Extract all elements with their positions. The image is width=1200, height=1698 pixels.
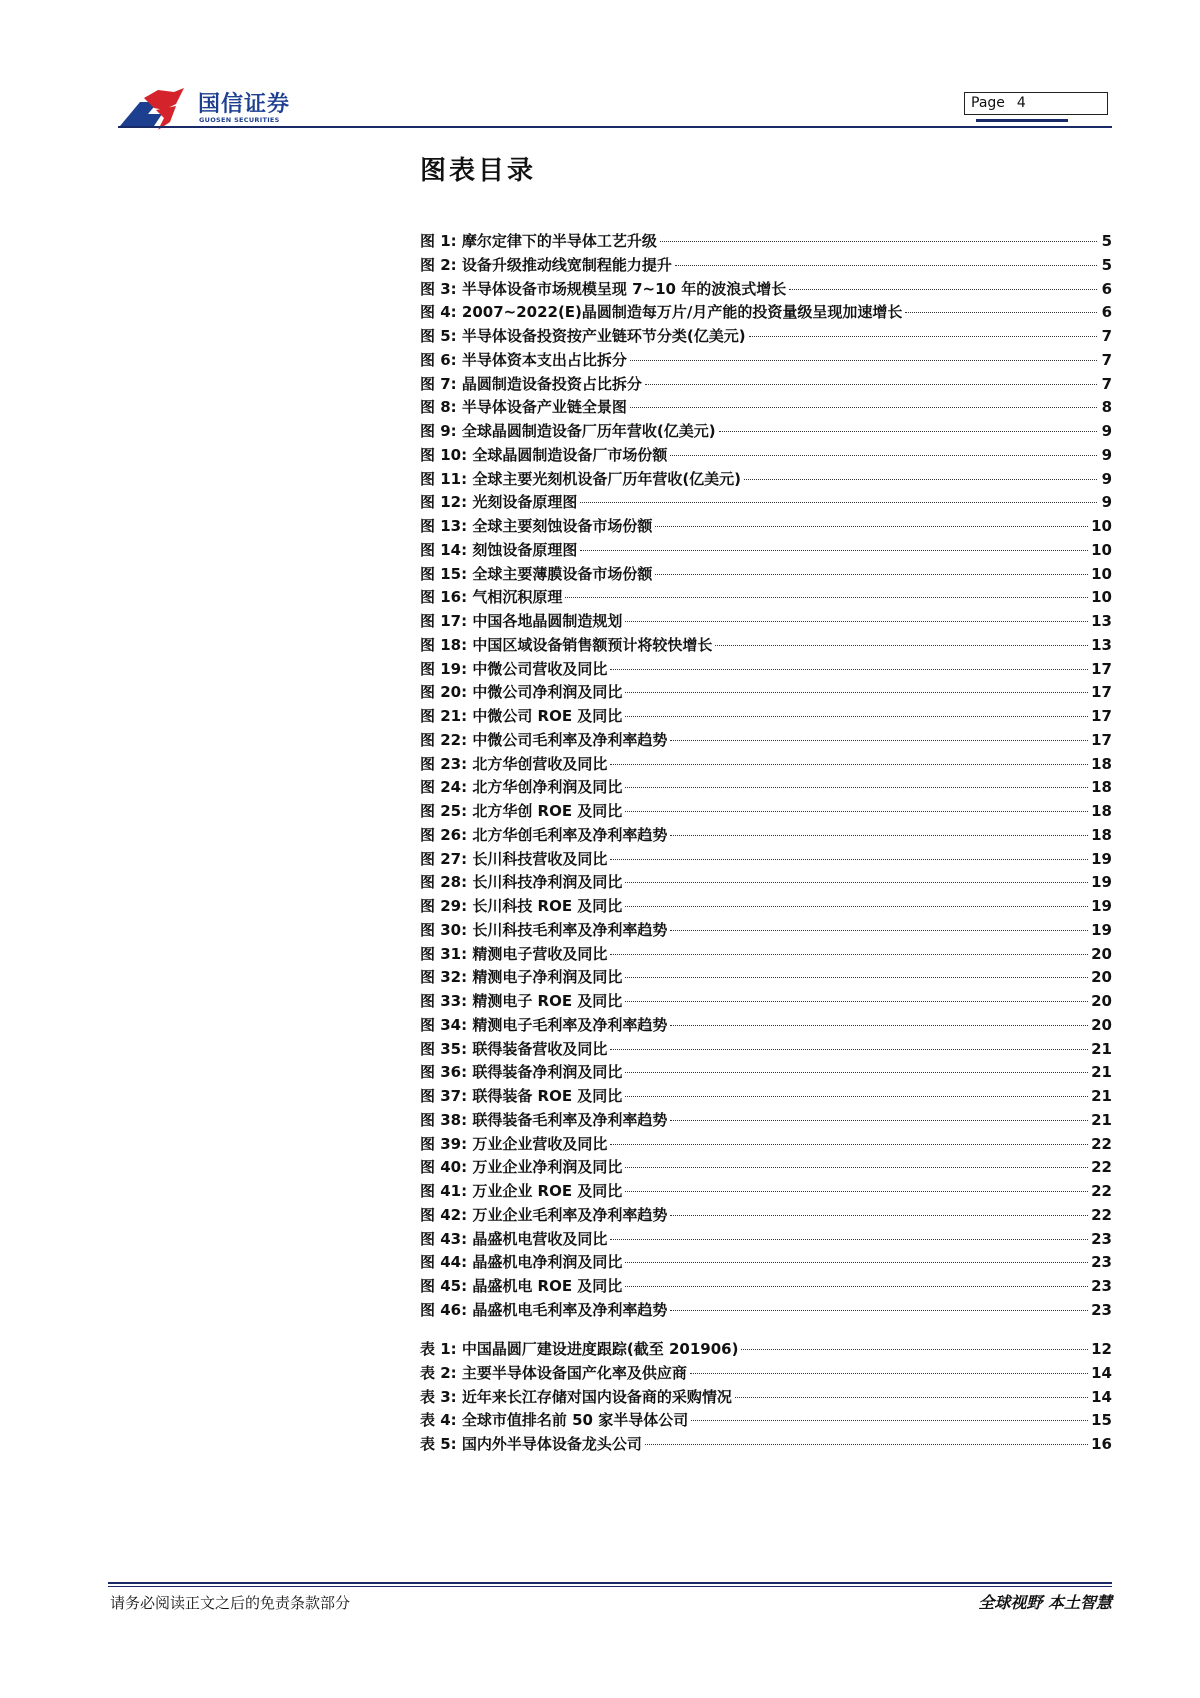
toc-figure-entry[interactable]: [420, 895, 1112, 919]
toc-entry-page: 13: [1091, 635, 1112, 654]
toc-dot-leader: [660, 241, 1097, 242]
toc-figure-entry[interactable]: [420, 919, 1112, 943]
toc-entry-page: 14: [1091, 1363, 1112, 1382]
toc-entry-label: 图 1: 摩尔定律下的半导体工艺升级: [420, 232, 657, 250]
toc-figure-entry[interactable]: [420, 848, 1112, 872]
toc-dot-leader: [625, 716, 1088, 717]
toc-dot-leader: [645, 384, 1097, 385]
toc-dot-leader: [610, 1239, 1088, 1240]
toc-entry-page: 10: [1091, 517, 1112, 535]
toc-figure-entry[interactable]: [420, 610, 1112, 634]
toc-figure-entry[interactable]: [420, 444, 1112, 468]
toc-entry-page: 13: [1091, 612, 1112, 630]
toc-dot-leader: [625, 1191, 1088, 1192]
toc-entry-page: 22: [1091, 1205, 1112, 1224]
toc-figure-entry[interactable]: [420, 325, 1112, 349]
toc-entry-label: 图 31: 精测电子营收及同比: [420, 944, 608, 963]
toc-entry-label: 图 38: 联得装备毛利率及净利率趋势: [420, 1110, 668, 1129]
toc-dot-leader: [610, 764, 1088, 765]
toc-entry-page: 23: [1091, 1253, 1112, 1272]
toc-entry-label: 表 3: 近年来长江存储对国内设备商的采购情况: [420, 1387, 732, 1406]
toc-entry-label: 图 17: 中国各地晶圆制造规划: [420, 612, 623, 630]
toc-dot-leader: [645, 1444, 1088, 1445]
page-indicator: [964, 92, 1108, 115]
toc-entry-page: 7: [1101, 374, 1112, 393]
toc-entry-label: 图 2: 设备升级推动线宽制程能力提升: [420, 255, 672, 274]
toc-entry-page: 21: [1091, 1110, 1112, 1129]
toc-dot-leader: [625, 977, 1088, 978]
toc-entry-label: 图 19: 中微公司营收及同比: [420, 659, 608, 678]
toc-entry-page: 21: [1091, 1039, 1112, 1058]
toc-figure-entry[interactable]: [420, 1109, 1112, 1133]
toc-figure-entry[interactable]: [420, 539, 1112, 563]
toc-entry-label: 图 10: 全球晶圆制造设备厂市场份额: [420, 445, 668, 464]
toc-dot-leader: [610, 1049, 1088, 1050]
toc-entry-page: 18: [1091, 778, 1112, 797]
toc-table-entry[interactable]: [420, 1362, 1112, 1386]
footer-disclaimer: 请务必阅读正文之后的免责条款部分: [110, 1594, 351, 1612]
toc-entry-label: 图 14: 刻蚀设备原理图: [420, 540, 578, 559]
toc-dot-leader: [670, 1025, 1088, 1026]
toc-entry-label: 图 28: 长川科技净利润及同比: [420, 873, 623, 892]
toc-entry-label: 图 34: 精测电子毛利率及净利率趋势: [420, 1015, 668, 1034]
toc-dot-leader: [610, 1144, 1088, 1145]
toc-entry-label: 图 42: 万业企业毛利率及净利率趋势: [420, 1205, 668, 1224]
toc-figure-entry[interactable]: [420, 1133, 1112, 1157]
toc-figure-entry[interactable]: [420, 420, 1112, 444]
toc-entry-page: 18: [1091, 825, 1112, 844]
toc-entry-page: 21: [1091, 1087, 1112, 1105]
toc-entry-label: 图 18: 中国区域设备销售额预计将较快增长: [420, 635, 713, 654]
toc-figure-entry[interactable]: [420, 824, 1112, 848]
toc-figure-entry[interactable]: [420, 729, 1112, 753]
toc-entry-page: 19: [1091, 873, 1112, 892]
toc-dot-leader: [675, 265, 1097, 266]
toc-figure-entry[interactable]: [420, 1085, 1112, 1109]
toc-entry-page: 17: [1091, 730, 1112, 749]
toc-entry-label: 图 40: 万业企业净利润及同比: [420, 1158, 623, 1177]
toc-figure-entry[interactable]: [420, 1061, 1112, 1085]
toc-figure-entry[interactable]: [420, 753, 1112, 777]
toc-entry-label: 图 46: 晶盛机电毛利率及净利率趋势: [420, 1300, 668, 1319]
toc-entry-label: 图 13: 全球主要刻蚀设备市场份额: [420, 517, 653, 535]
toc-entry-page: 20: [1091, 944, 1112, 963]
toc-entry-label: 图 37: 联得装备 ROE 及同比: [420, 1087, 623, 1105]
toc-entry-label: 图 45: 晶盛机电 ROE 及同比: [420, 1277, 623, 1295]
toc-dot-leader: [625, 1262, 1088, 1263]
toc-dot-leader: [610, 954, 1088, 955]
toc-figure-entry[interactable]: [420, 1180, 1112, 1204]
toc-dot-leader: [625, 1072, 1088, 1073]
toc-dot-leader: [670, 1310, 1088, 1311]
toc-entry-page: 14: [1091, 1387, 1112, 1406]
toc-entry-label: 图 7: 晶圆制造设备投资占比拆分: [420, 374, 642, 393]
toc-figure-entry[interactable]: [420, 254, 1112, 278]
toc-dot-leader: [655, 526, 1088, 527]
toc-entry-label: 图 41: 万业企业 ROE 及同比: [420, 1182, 623, 1200]
toc-entry-label: 图 20: 中微公司净利润及同比: [420, 683, 623, 702]
toc-entry-page: 7: [1101, 327, 1112, 345]
toc-dot-leader: [625, 1286, 1088, 1287]
toc-figure-entry[interactable]: [420, 705, 1112, 729]
toc-entry-label: 图 16: 气相沉积原理: [420, 588, 563, 607]
toc-figure-entry[interactable]: [420, 966, 1112, 990]
toc-entry-label: 表 2: 主要半导体设备国产化率及供应商: [420, 1363, 687, 1382]
toc-entry-label: 图 11: 全球主要光刻机设备厂历年营收(亿美元): [420, 469, 742, 488]
toc-dot-leader: [610, 859, 1088, 860]
toc-dot-leader: [670, 1120, 1088, 1121]
toc-dot-leader: [625, 1167, 1088, 1168]
toc-dot-leader: [625, 787, 1088, 788]
toc-entry-page: 18: [1091, 802, 1112, 820]
toc-dot-leader: [670, 740, 1088, 741]
toc-table-entry[interactable]: [420, 1433, 1112, 1457]
toc-entry-page: 22: [1091, 1158, 1112, 1177]
toc-dot-leader: [905, 312, 1097, 313]
toc-entry-page: 21: [1091, 1063, 1112, 1082]
toc-dot-leader: [744, 479, 1097, 480]
toc-entry-page: 19: [1091, 920, 1112, 939]
toc-entry-label: 图 8: 半导体设备产业链全景图: [420, 398, 627, 417]
toc-figure-entry[interactable]: [420, 871, 1112, 895]
toc-figure-entry[interactable]: [420, 776, 1112, 800]
toc-table-entry[interactable]: [420, 1386, 1112, 1410]
toc-figure-entry[interactable]: [420, 1228, 1112, 1252]
logo-chinese-name: 国信证券: [198, 92, 291, 117]
toc-figure-entry[interactable]: [420, 301, 1112, 325]
toc-entry-label: 图 35: 联得装备营收及同比: [420, 1039, 608, 1058]
toc-figure-entry[interactable]: [420, 278, 1112, 302]
toc-dot-leader: [630, 360, 1097, 361]
toc-figure-entry[interactable]: [420, 230, 1112, 254]
toc-dot-leader: [670, 455, 1097, 456]
toc-entry-label: 图 23: 北方华创营收及同比: [420, 754, 608, 773]
toc-figure-entry[interactable]: [420, 515, 1112, 539]
toc-dot-leader: [670, 835, 1088, 836]
toc-dot-leader: [625, 811, 1088, 812]
figure-list: [420, 230, 1112, 1323]
toc-entry-label: 图 3: 半导体设备市场规模呈现 7~10 年的波浪式增长: [420, 279, 787, 298]
toc-entry-page: 10: [1091, 564, 1112, 583]
toc-entry-label: 图 24: 北方华创净利润及同比: [420, 778, 623, 797]
toc-dot-leader: [749, 336, 1097, 337]
toc-entry-label: 表 1: 中国晶圆厂建设进度跟踪(截至 201906): [420, 1340, 739, 1358]
toc-figure-entry[interactable]: [420, 1275, 1112, 1299]
toc-entry-page: 17: [1091, 659, 1112, 678]
toc-figure-entry[interactable]: [420, 468, 1112, 492]
toc-figure-entry[interactable]: [420, 586, 1112, 610]
toc-figure-entry[interactable]: [420, 990, 1112, 1014]
toc-table-entry[interactable]: [420, 1338, 1112, 1362]
toc-entry-page: 20: [1091, 1015, 1112, 1034]
toc-entry-label: 图 21: 中微公司 ROE 及同比: [420, 707, 623, 725]
toc-entry-page: 7: [1101, 350, 1112, 369]
page-title: 图表目录: [420, 156, 537, 186]
toc-entry-page: 9: [1101, 422, 1112, 440]
toc-figure-entry[interactable]: [420, 1204, 1112, 1228]
toc-figure-entry[interactable]: [420, 396, 1112, 420]
toc-figure-entry[interactable]: [420, 1038, 1112, 1062]
toc-entry-page: 20: [1091, 968, 1112, 987]
toc-dot-leader: [670, 1215, 1088, 1216]
toc-entry-label: 图 43: 晶盛机电营收及同比: [420, 1229, 608, 1248]
toc-dot-leader: [735, 1397, 1088, 1398]
toc-dot-leader: [715, 645, 1088, 646]
toc-figure-entry[interactable]: [420, 800, 1112, 824]
toc-entry-page: 23: [1091, 1229, 1112, 1248]
toc-figure-entry[interactable]: [420, 349, 1112, 373]
header-divider: [118, 126, 1112, 128]
page-header: [118, 84, 1112, 130]
toc-entry-label: 图 15: 全球主要薄膜设备市场份额: [420, 564, 653, 583]
toc-entry-label: 图 5: 半导体设备投资按产业链环节分类(亿美元): [420, 327, 746, 345]
toc-dot-leader: [610, 669, 1088, 670]
footer-divider: [108, 1582, 1112, 1584]
toc-dot-leader: [625, 906, 1088, 907]
toc-dot-leader: [565, 597, 1088, 598]
toc-entry-label: 图 26: 北方华创毛利率及净利率趋势: [420, 825, 668, 844]
toc-entry-label: 图 25: 北方华创 ROE 及同比: [420, 802, 623, 820]
toc-entry-page: 6: [1101, 303, 1112, 322]
page-label: Page: [971, 95, 1005, 111]
toc-entry-page: 23: [1091, 1277, 1112, 1295]
toc-entry-label: 图 9: 全球晶圆制造设备厂历年营收(亿美元): [420, 422, 716, 440]
toc-entry-page: 23: [1091, 1300, 1112, 1319]
footer-slogan: 全球视野 本土智慧: [978, 1593, 1112, 1612]
toc-entry-page: 5: [1101, 255, 1112, 274]
table-list: [420, 1338, 1112, 1457]
toc-entry-page: 22: [1091, 1134, 1112, 1153]
toc-entry-page: 6: [1101, 279, 1112, 298]
toc-entry-label: 图 33: 精测电子 ROE 及同比: [420, 992, 623, 1010]
toc-entry-label: 图 29: 长川科技 ROE 及同比: [420, 897, 623, 915]
toc-entry-label: 图 27: 长川科技营收及同比: [420, 849, 608, 868]
page-number: 4: [1016, 95, 1026, 111]
toc-figure-entry[interactable]: [420, 1156, 1112, 1180]
toc-entry-page: 15: [1091, 1411, 1112, 1430]
toc-entry-label: 图 32: 精测电子净利润及同比: [420, 968, 623, 987]
toc-figure-entry[interactable]: [420, 563, 1112, 587]
toc-dot-leader: [741, 1349, 1088, 1350]
toc-dot-leader: [580, 550, 1088, 551]
toc-entry-page: 17: [1091, 707, 1112, 725]
toc-dot-leader: [691, 1420, 1088, 1421]
toc-figure-entry[interactable]: [420, 634, 1112, 658]
toc-entry-label: 图 12: 光刻设备原理图: [420, 493, 578, 512]
toc-figure-entry[interactable]: [420, 1014, 1112, 1038]
toc-dot-leader: [630, 407, 1097, 408]
toc-figure-entry[interactable]: [420, 373, 1112, 397]
toc-entry-label: 表 5: 国内外半导体设备龙头公司: [420, 1435, 642, 1453]
toc-entry-label: 图 30: 长川科技毛利率及净利率趋势: [420, 920, 668, 939]
toc-entry-page: 12: [1091, 1340, 1112, 1358]
toc-entry-page: 9: [1101, 493, 1112, 512]
toc-dot-leader: [625, 692, 1088, 693]
toc-figure-entry[interactable]: [420, 943, 1112, 967]
toc-dot-leader: [789, 289, 1097, 290]
page-indicator-underline: [976, 119, 1068, 122]
toc-dot-leader: [690, 1373, 1088, 1374]
toc-dot-leader: [625, 1096, 1088, 1097]
toc-entry-label: 图 36: 联得装备净利润及同比: [420, 1063, 623, 1082]
toc-entry-page: 10: [1091, 588, 1112, 607]
toc-entry-page: 19: [1091, 897, 1112, 915]
toc-entry-label: 图 39: 万业企业营收及同比: [420, 1134, 608, 1153]
toc-entry-page: 22: [1091, 1182, 1112, 1200]
toc-figure-entry[interactable]: [420, 1299, 1112, 1323]
toc-dot-leader: [625, 1001, 1088, 1002]
toc-entry-label: 表 4: 全球市值排名前 50 家半导体公司: [420, 1411, 689, 1430]
toc-entry-page: 8: [1101, 398, 1112, 417]
toc-entry-label: 图 44: 晶盛机电净利润及同比: [420, 1253, 623, 1272]
toc-figure-entry[interactable]: [420, 681, 1112, 705]
toc-figure-entry[interactable]: [420, 491, 1112, 515]
toc-entry-label: 图 6: 半导体资本支出占比拆分: [420, 350, 627, 369]
toc-dot-leader: [625, 621, 1088, 622]
toc-figure-entry[interactable]: [420, 1251, 1112, 1275]
toc-dot-leader: [655, 574, 1088, 575]
toc-dot-leader: [580, 502, 1097, 503]
toc-dot-leader: [719, 431, 1097, 432]
toc-entry-page: 16: [1091, 1435, 1112, 1453]
toc-dot-leader: [670, 930, 1088, 931]
toc-entry-label: 图 22: 中微公司毛利率及净利率趋势: [420, 730, 668, 749]
toc-entry-page: 9: [1101, 469, 1112, 488]
logo-english-name: GUOSEN SECURITIES: [199, 116, 280, 124]
toc-entry-page: 19: [1091, 849, 1112, 868]
toc-entry-page: 17: [1091, 683, 1112, 702]
toc-entry-page: 18: [1091, 754, 1112, 773]
toc-entry-label: 图 4: 2007~2022(E)晶圆制造每万片/月产能的投资量级呈现加速增长: [420, 303, 903, 322]
toc-table-entry[interactable]: [420, 1409, 1112, 1433]
toc-figure-entry[interactable]: [420, 658, 1112, 682]
toc-entry-page: 10: [1091, 540, 1112, 559]
toc-dot-leader: [625, 882, 1088, 883]
toc-entry-page: 9: [1101, 445, 1112, 464]
footer-divider-thin: [108, 1586, 1112, 1587]
toc-entry-page: 20: [1091, 992, 1112, 1010]
toc-entry-page: 5: [1101, 232, 1112, 250]
